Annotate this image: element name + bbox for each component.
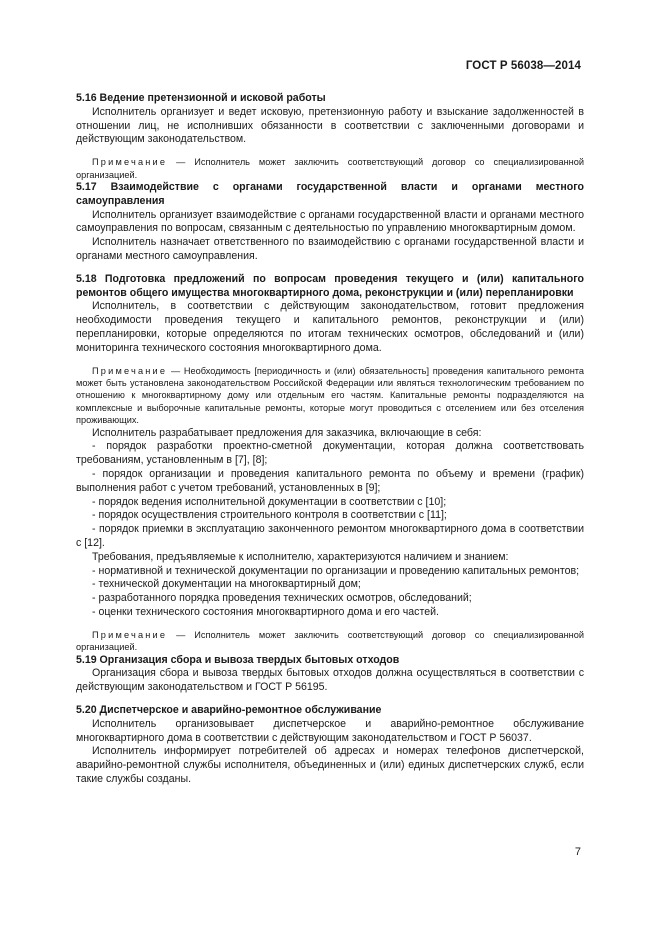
paragraph: Требования, предъявляемые к исполнителю, характеризуются наличием и знанием: bbox=[92, 550, 509, 563]
section-heading-5-17: 5.17 Взаимодействие с органами государственной власти и органами местного самоуправления bbox=[76, 181, 584, 207]
paragraph: Исполнитель организовывает диспетчерское и аварийно-ремонтное обслуживание многоквартирного дома в соответствии с действующим законодательством и ГОСТ Р 56037. bbox=[76, 717, 584, 744]
section-heading-5-18: 5.18 Подготовка предложений по вопросам проведения текущего и (или) капитального ремонтов общего имущества многоквартирного дома, реконструкции и (или) перепланировки bbox=[76, 272, 584, 299]
note-label: Примечание bbox=[92, 157, 168, 168]
paragraph: Исполнитель разрабатывает предложения для заказчика, включающие в себя: bbox=[92, 426, 482, 439]
page-body bbox=[76, 92, 584, 787]
note-text: — Исполнитель может заключить соответствующий договор со специализированной организацией. bbox=[76, 629, 584, 653]
note bbox=[76, 365, 584, 427]
list-item: - технической документации на многоквартирный дом; bbox=[92, 578, 361, 591]
note bbox=[76, 156, 584, 181]
paragraph: Исполнитель организует взаимодействие с органами государственной власти и органами местного самоуправления по вопросам, связанным с деятельностью по управлению многоквартирным домом. bbox=[76, 208, 584, 235]
list-item: - порядок приемки в эксплуатацию законченного ремонтом многоквартирного дома в соответствии с [12]. bbox=[76, 523, 584, 549]
document-id: ГОСТ Р 56038—2014 bbox=[465, 60, 581, 72]
section-heading-5-16: 5.16 Ведение претензионной и исковой работы bbox=[76, 92, 326, 104]
list-item: - оценки технического состояния многоквартирного дома и его частей. bbox=[92, 605, 439, 618]
list-item: - разработанного порядка проведения технических осмотров, обследований; bbox=[92, 592, 472, 605]
note-text: — Исполнитель может заключить соответствующий договор со специализированной организацией. bbox=[76, 157, 584, 180]
list-item: - порядок осуществления строительного контроля в соответствии с [11]; bbox=[92, 509, 447, 522]
list-item: - порядок организации и проведения капитального ремонта по объему и времени (график) выполнения работ с учетом требований, установленных в [9]; bbox=[76, 467, 584, 494]
paragraph: Исполнитель, в соответствии с действующим законодательством, готовит предложения необходимости проведения текущего и капитального ремонтов, реконструкции и (или) перепланировки, которые определяются по итогам технических осмотров, обследований и (или) мониторинга технического состояния многоквартирного дома. bbox=[76, 300, 584, 354]
note-text: — Необходимость [периодичность и (или) обязательность] проведения капитального ремонта может быть установлена законодательством Российской Федерации или являться технологическим требованием по отношению к многоквартирному дому или отдельным его частям. Капитальные ремонты подразделяются на комплексные и выборочные капитальные ремонты, которые могут проводиться с отселением или без отселения проживающих. bbox=[76, 365, 584, 426]
paragraph: Исполнитель информирует потребителей об адресах и номерах телефонов диспетчерской, аварийно-ремонтной службы исполнителя, объединенных и (или) единых диспетчерских служб, если такие службы созданы. bbox=[76, 745, 584, 785]
page-number: 7 bbox=[574, 846, 581, 858]
paragraph: Организация сбора и вывоза твердых бытовых отходов должна осуществляться в соответствии с действующим законодательством и ГОСТ Р 56195. bbox=[76, 667, 584, 694]
section-heading-5-19: 5.19 Организация сбора и вывоза твердых бытовых отходов bbox=[76, 653, 400, 666]
note-label: Примечание bbox=[92, 365, 168, 376]
section-heading-5-20: 5.20 Диспетчерское и аварийно-ремонтное обслуживание bbox=[76, 703, 382, 716]
note-label: Примечание bbox=[92, 629, 168, 640]
paragraph: Исполнитель организует и ведет исковую, претензионную работу и взыскание задолженностей в отношении лиц, не исполнивших обязанности в соответствии с заключенными договорами и действующим законодательством. bbox=[76, 105, 584, 146]
note bbox=[76, 629, 584, 654]
list-item: - нормативной и технической документации по организации и проведению капитальных ремонтов; bbox=[92, 564, 580, 577]
list-item: - порядок разработки проектно-сметной документации, которая должна соответствовать требованиям, установленным в [7], [8]; bbox=[76, 440, 584, 467]
list-item: - порядок ведения исполнительной документации в соответствии с [10]; bbox=[92, 495, 447, 508]
paragraph: Исполнитель назначает ответственного по взаимодействию с органами государственной власти и органами местного самоуправления. bbox=[76, 236, 584, 262]
